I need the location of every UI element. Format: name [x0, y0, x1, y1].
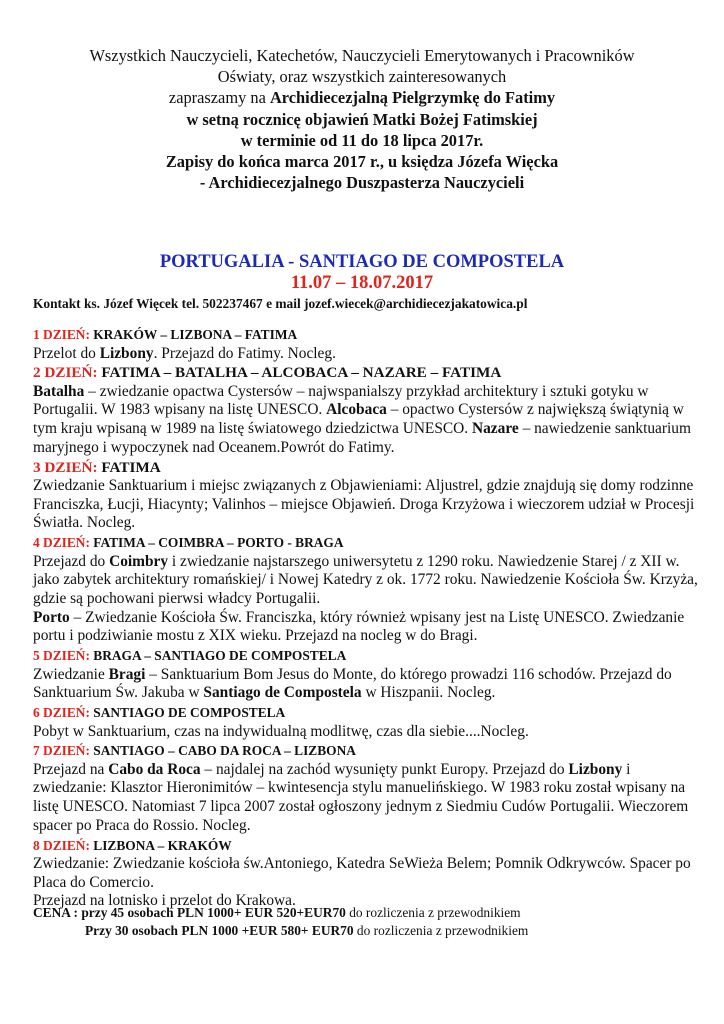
- day-route: FATIMA: [97, 458, 161, 476]
- day-description-2: [33, 609, 698, 646]
- day-route: FATIMA – COIMBRA – PORTO - BRAGA: [89, 535, 344, 551]
- intro-line-7: - Archidiecezjalnego Duszpasterza Nauczycieli: [199, 173, 525, 193]
- day-number: 2 DZIEŃ:: [33, 364, 98, 382]
- intro-line-3-prefix: zapraszamy na: [168, 88, 270, 108]
- text-run: Pobyt w Sanktuarium, czas na indywidualną modlitwę, czas dla siebie....Nocleg.: [33, 722, 529, 740]
- place-name: Alcobaca: [326, 401, 387, 419]
- day-8: [33, 836, 698, 912]
- text-run: i zwiedzanie najstarszego uniwersytetu z 1290 roku. Nawiedzenie Starej / z XII w. jako zabytek architektury romańskiej/ i Nowej Katedry z ok. 1772 roku. Nawiedzenie Kościoła Św. Krzyża, gdzie są pochowani pierwsi władcy Portugalii.: [33, 552, 698, 608]
- day-number: 4 DZIEŃ:: [33, 535, 90, 551]
- price-note: do rozliczenia z przewodnikiem: [353, 922, 529, 938]
- place-name: Lizbony: [99, 344, 154, 362]
- text-run: Przejazd do: [33, 552, 110, 570]
- text-run: – Zwiedzanie Kościoła Św. Franciszka, który również wpisany jest na Listę UNESCO. Zwiedzanie portu i podziwianie mostu z XIX wieku. Przejazd na nocleg w do Bragi.: [33, 608, 685, 645]
- day-description: [33, 477, 698, 533]
- day-route: BRAGA – SANTIAGO DE COMPOSTELA: [89, 648, 347, 664]
- day-description: [33, 383, 698, 458]
- intro-line-3-bold: Archidiecezjalną Pielgrzymkę do Fatimy: [269, 88, 556, 108]
- day-description: [33, 553, 698, 609]
- day-heading: [33, 458, 698, 478]
- text-run: Przelot do: [33, 344, 100, 362]
- contact-line: Kontakt ks. Józef Więcek tel. 502237467 e mail jozef.wiecek@archidiecezjakatowica.pl: [33, 296, 528, 311]
- day-heading: [33, 703, 698, 723]
- text-run: – opactwo Cystersów z największą świątynią w tym kraju wpisaną w 1989 na listę światowego dziedzictwa UNESCO.: [33, 401, 684, 438]
- day-heading: [33, 533, 698, 553]
- day-heading: [33, 325, 698, 345]
- day-route: SANTIAGO DE COMPOSTELA: [89, 705, 286, 721]
- itinerary: [33, 325, 698, 911]
- day-6: [33, 703, 698, 741]
- day-heading: [33, 363, 698, 383]
- price-line-30: [33, 922, 703, 940]
- day-heading: [33, 646, 698, 666]
- text-run: . Przejazd do Fatimy. Nocleg.: [153, 344, 336, 362]
- day-number: 1 DZIEŃ:: [33, 327, 90, 342]
- text-run: – Sanktuarium Bom Jesus do Monte, do którego prowadzi 116 schodów. Przejazd do Sanktuarium Św. Jakuba w: [33, 665, 672, 702]
- price-note: do rozliczenia z przewodnikiem: [345, 905, 521, 920]
- text-run: i zwiedzanie: Klasztor Hieronimitów – kwintesencja stylu manuelińskiego. W 1983 roku został wpisany na listę UNESCO. Natomiast 7 lipca 2007 został ogłoszony jednym z Siedmiu Cudów Portugalii. Wieczorem spacer po Praca do Rossio. Nocleg.: [33, 760, 689, 834]
- text-run: – zwiedzanie opactwa Cystersów – najwspanialszy przykład architektury i sztuki gotyku w Portugalii. W 1983 wpisany na listę UNESCO.: [33, 382, 649, 419]
- text-run: Przejazd na lotnisko i przelot do Krakowa.: [33, 892, 296, 910]
- day-description: [33, 761, 698, 836]
- day-route: FATIMA – BATALHA – ALCOBACA – NAZARE – FATIMA: [97, 364, 502, 382]
- trip-title: PORTUGALIA - SANTIAGO DE COMPOSTELA: [159, 252, 565, 272]
- day-4: [33, 533, 698, 646]
- day-3: [33, 458, 698, 534]
- day-description: [33, 723, 698, 742]
- text-run: Zwiedzanie: [33, 665, 109, 683]
- intro-line-2: Oświaty, oraz wszystkich zainteresowanych: [217, 67, 507, 87]
- day-route: SANTIAGO – CABO DA ROCA – LIZBONA: [89, 743, 356, 759]
- day-7: [33, 741, 698, 835]
- day-5: [33, 646, 698, 703]
- intro-line-5: w terminie od 11 do 18 lipca 2017r.: [240, 130, 484, 150]
- price-section: [33, 904, 703, 939]
- place-name: Batalha: [33, 382, 85, 400]
- day-number: 5 DZIEŃ:: [33, 648, 90, 664]
- trip-dates: 11.07 – 18.07.2017: [290, 273, 434, 293]
- place-name: Porto: [33, 608, 70, 626]
- text-run: Zwiedzanie: Zwiedzanie kościoła św.Antoniego, Katedra SeWieża Belem; Pomnik Odkrywców. Spacer po Placa do Comercio.: [33, 855, 691, 891]
- day-heading: [33, 741, 698, 761]
- day-description: [33, 345, 698, 364]
- text-run: Przejazd na: [33, 760, 109, 778]
- day-number: 7 DZIEŃ:: [33, 743, 90, 759]
- day-1: [33, 325, 698, 363]
- invitation-header: [20, 45, 704, 193]
- day-description: [33, 666, 698, 703]
- place-name: Bragi: [108, 665, 146, 683]
- day-number: 3 DZIEŃ:: [33, 458, 98, 476]
- intro-line-3: [20, 87, 704, 108]
- place-name: Nazare: [471, 420, 519, 438]
- price-amount: CENA : przy 45 osobach PLN 1000+ EUR 520+EUR70: [33, 905, 346, 920]
- day-2: [33, 363, 698, 457]
- day-route: KRAKÓW – LIZBONA – FATIMA: [89, 327, 298, 342]
- place-name: Santiago de Compostela: [203, 684, 362, 702]
- day-heading: [33, 836, 698, 856]
- place-name: Coimbry: [109, 552, 169, 570]
- place-name: Lizbony: [568, 760, 623, 778]
- price-amount: Przy 30 osobach PLN 1000 +EUR 580+ EUR70: [85, 922, 354, 938]
- intro-line-4: w setną rocznicę objawień Matki Bożej Fatimskiej: [186, 109, 538, 129]
- text-run: w Hiszpanii. Nocleg.: [361, 684, 496, 702]
- text-run: Zwiedzanie Sanktuarium i miejsc związanych z Objawieniami: Aljustrel, gdzie znajdują się domy rodzinne Franciszka, Łucji, Hiacynty; Valinhos – miejsce Objawień. Droga Krzyżowa i wieczorem udział w Procesji Światła. Nocleg.: [33, 477, 695, 532]
- place-name: Cabo da Roca: [108, 760, 201, 778]
- text-run: – najdalej na zachód wysunięty punkt Europy. Przejazd do: [200, 760, 569, 778]
- text-run: – nawiedzenie sanktuarium maryjnego i wypoczynek nad Oceanem.Powrót do Fatimy.: [33, 420, 691, 456]
- day-route: LIZBONA – KRAKÓW: [89, 837, 232, 853]
- day-number: 8 DZIEŃ:: [33, 837, 90, 853]
- day-number: 6 DZIEŃ:: [33, 705, 90, 721]
- day-description: [33, 855, 698, 892]
- intro-line-1: Wszystkich Nauczycieli, Katechetów, Nauczycieli Emerytowanych i Pracowników: [89, 46, 635, 65]
- price-line-45: [33, 904, 703, 922]
- intro-line-6: Zapisy do końca marca 2017 r., u księdza Józefa Więcka: [165, 152, 559, 172]
